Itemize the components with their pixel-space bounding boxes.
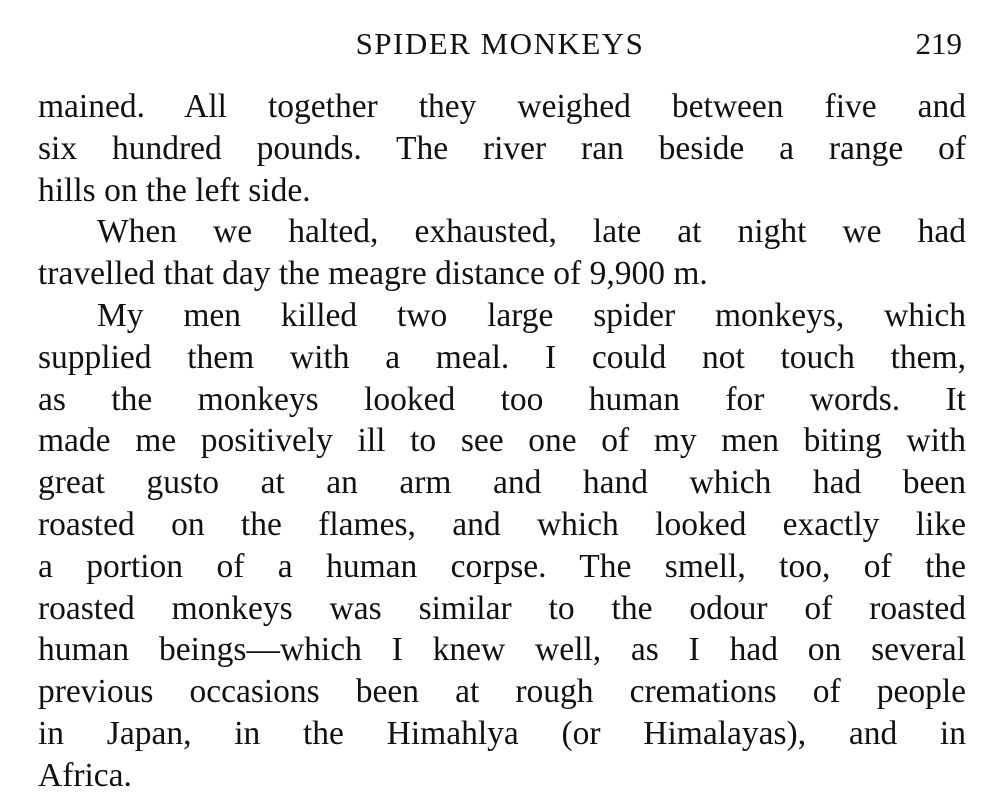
text-line: made me positively ill to see one of my men biting with <box>38 422 966 460</box>
text-line: travelled that day the meagre distance of 9,900 m. <box>38 255 708 293</box>
page-number: 219 <box>915 26 962 61</box>
text-line: My men killed two large spider monkeys, which <box>97 296 966 334</box>
text-line: Africa. <box>38 756 132 794</box>
text-line: supplied them with a meal. I could not touch them, <box>38 338 966 376</box>
text-line: great gusto at an arm and hand which had been <box>38 464 966 502</box>
text-line: a portion of a human corpse. The smell, too, of the <box>38 547 966 585</box>
text-line: as the monkeys looked too human for words. It <box>38 380 966 418</box>
text-line: six hundred pounds. The river ran beside a range of <box>38 129 966 167</box>
page-header <box>38 24 962 64</box>
text-line: hills on the left side. <box>38 171 311 209</box>
text-line: mained. All together they weighed between five and <box>38 88 966 125</box>
text-line: roasted on the flames, and which looked exactly like <box>38 505 966 543</box>
text-line: roasted monkeys was similar to the odour of roasted <box>38 589 966 627</box>
text-line: previous occasions been at rough cremations of people <box>38 673 966 711</box>
running-head: SPIDER MONKEYS <box>355 26 645 61</box>
text-line: human beings—which I knew well, as I had on several <box>38 631 966 669</box>
body-text <box>38 86 966 797</box>
text-line: When we halted, exhausted, late at night we had <box>97 213 966 251</box>
text-line: in Japan, in the Himahlya (or Himalayas), and in <box>38 714 966 752</box>
